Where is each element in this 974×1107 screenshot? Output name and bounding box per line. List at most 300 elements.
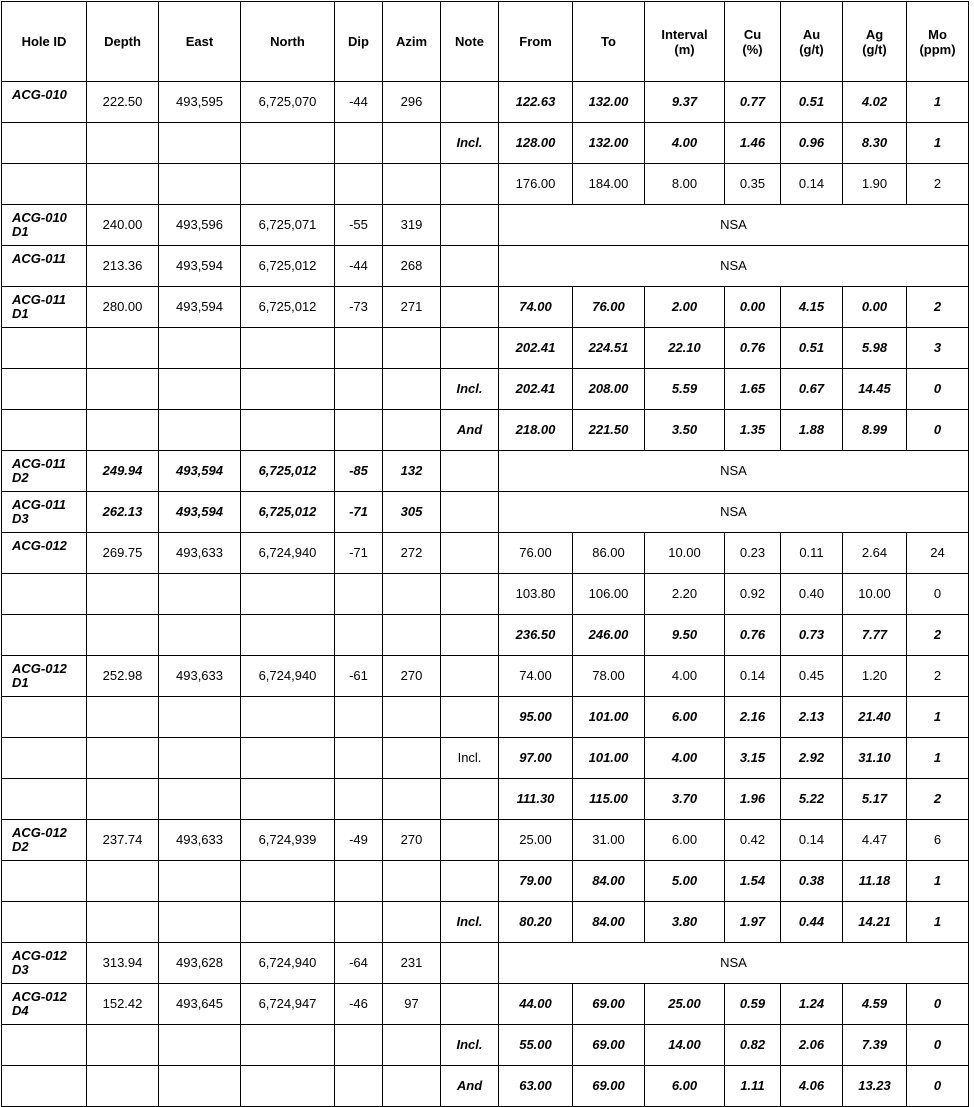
au-cell: 4.06 bbox=[781, 1066, 843, 1107]
mo-cell: 1 bbox=[907, 123, 969, 164]
au-cell: 0.96 bbox=[781, 123, 843, 164]
depth-cell bbox=[87, 902, 159, 943]
from-cell: 202.41 bbox=[499, 369, 573, 410]
header-depth bbox=[87, 2, 159, 82]
table-row bbox=[2, 902, 969, 943]
dip-cell: -49 bbox=[335, 820, 383, 861]
dip-cell bbox=[335, 861, 383, 902]
hole-id-line: D1 bbox=[12, 306, 29, 321]
header-depth-line: Depth bbox=[104, 34, 141, 49]
note-cell bbox=[441, 492, 499, 533]
hole-id-cell bbox=[2, 615, 87, 656]
note-cell bbox=[441, 533, 499, 574]
to-cell: 132.00 bbox=[573, 123, 645, 164]
header-from-line: From bbox=[519, 34, 552, 49]
azim-cell bbox=[383, 123, 441, 164]
mo-cell: 1 bbox=[907, 82, 969, 123]
to-cell: 69.00 bbox=[573, 984, 645, 1025]
cu-cell: 3.15 bbox=[725, 738, 781, 779]
au-cell: 0.40 bbox=[781, 574, 843, 615]
header-row bbox=[2, 2, 969, 82]
dip-cell: -71 bbox=[335, 492, 383, 533]
interval-cell: 22.10 bbox=[645, 328, 725, 369]
mo-cell: 1 bbox=[907, 861, 969, 902]
dip-cell bbox=[335, 738, 383, 779]
note-cell bbox=[441, 287, 499, 328]
hole-id-cell bbox=[2, 369, 87, 410]
hole-id-line: D3 bbox=[12, 511, 29, 526]
hole-id-line: ACG-012 bbox=[12, 825, 67, 840]
mo-cell: 1 bbox=[907, 902, 969, 943]
to-cell: 84.00 bbox=[573, 861, 645, 902]
hole-id-line: ACG-011 bbox=[12, 292, 66, 307]
interval-cell: 4.00 bbox=[645, 738, 725, 779]
header-dip-line: Dip bbox=[348, 34, 369, 49]
north-cell bbox=[241, 738, 335, 779]
depth-cell bbox=[87, 615, 159, 656]
hole-id-cell bbox=[2, 574, 87, 615]
cu-cell: 0.76 bbox=[725, 328, 781, 369]
hole-id-line: ACG-011 bbox=[12, 497, 66, 512]
east-cell bbox=[159, 123, 241, 164]
header-cu-unit: (%) bbox=[742, 41, 763, 57]
hole-id-cell bbox=[2, 902, 87, 943]
depth-cell bbox=[87, 1066, 159, 1107]
dip-cell bbox=[335, 369, 383, 410]
north-cell: 6,724,939 bbox=[241, 820, 335, 861]
mo-cell: 24 bbox=[907, 533, 969, 574]
interval-cell: 3.50 bbox=[645, 410, 725, 451]
cu-cell: 0.82 bbox=[725, 1025, 781, 1066]
from-cell: 80.20 bbox=[499, 902, 573, 943]
header-mo bbox=[907, 2, 969, 82]
header-interval bbox=[645, 2, 725, 82]
east-cell: 493,594 bbox=[159, 246, 241, 287]
dip-cell bbox=[335, 1025, 383, 1066]
from-cell: 128.00 bbox=[499, 123, 573, 164]
mo-cell: 6 bbox=[907, 820, 969, 861]
table-row bbox=[2, 820, 969, 861]
depth-cell bbox=[87, 779, 159, 820]
to-cell: 106.00 bbox=[573, 574, 645, 615]
interval-cell: 9.37 bbox=[645, 82, 725, 123]
north-cell: 6,724,947 bbox=[241, 984, 335, 1025]
hole-id-line: ACG-012 bbox=[12, 948, 67, 963]
north-cell bbox=[241, 164, 335, 205]
note-cell: Incl. bbox=[441, 1025, 499, 1066]
ag-cell: 21.40 bbox=[843, 697, 907, 738]
au-cell: 0.51 bbox=[781, 328, 843, 369]
header-mo-line: Mo bbox=[928, 26, 947, 42]
nsa-cell: NSA bbox=[499, 492, 969, 533]
to-cell: 69.00 bbox=[573, 1066, 645, 1107]
azim-cell bbox=[383, 410, 441, 451]
au-cell: 0.67 bbox=[781, 369, 843, 410]
east-cell: 493,645 bbox=[159, 984, 241, 1025]
azim-cell bbox=[383, 574, 441, 615]
azim-cell: 268 bbox=[383, 246, 441, 287]
interval-cell: 25.00 bbox=[645, 984, 725, 1025]
au-cell: 4.15 bbox=[781, 287, 843, 328]
dip-cell: -85 bbox=[335, 451, 383, 492]
interval-cell: 9.50 bbox=[645, 615, 725, 656]
depth-cell: 213.36 bbox=[87, 246, 159, 287]
note-cell bbox=[441, 820, 499, 861]
from-cell: 76.00 bbox=[499, 533, 573, 574]
azim-cell bbox=[383, 738, 441, 779]
depth-cell bbox=[87, 123, 159, 164]
au-cell: 1.24 bbox=[781, 984, 843, 1025]
mo-cell: 1 bbox=[907, 697, 969, 738]
azim-cell: 305 bbox=[383, 492, 441, 533]
ag-cell: 0.00 bbox=[843, 287, 907, 328]
from-cell: 74.00 bbox=[499, 287, 573, 328]
header-east-line: East bbox=[185, 34, 214, 49]
hole-id-line: ACG-012 bbox=[12, 538, 67, 553]
dip-cell: -46 bbox=[335, 984, 383, 1025]
ag-cell: 8.99 bbox=[843, 410, 907, 451]
dip-cell: -73 bbox=[335, 287, 383, 328]
note-cell bbox=[441, 451, 499, 492]
dip-cell: -61 bbox=[335, 656, 383, 697]
azim-cell bbox=[383, 369, 441, 410]
hole-id-line: D1 bbox=[12, 675, 29, 690]
table-row bbox=[2, 287, 969, 328]
ag-cell: 1.20 bbox=[843, 656, 907, 697]
cu-cell: 0.76 bbox=[725, 615, 781, 656]
east-cell bbox=[159, 861, 241, 902]
note-cell bbox=[441, 205, 499, 246]
dip-cell: -55 bbox=[335, 205, 383, 246]
note-cell bbox=[441, 328, 499, 369]
header-interval-unit: (m) bbox=[674, 41, 695, 57]
note-cell bbox=[441, 943, 499, 984]
mo-cell: 2 bbox=[907, 164, 969, 205]
azim-cell: 231 bbox=[383, 943, 441, 984]
au-cell: 1.88 bbox=[781, 410, 843, 451]
header-from bbox=[499, 2, 573, 82]
header-ag-unit: (g/t) bbox=[862, 41, 887, 57]
depth-cell bbox=[87, 738, 159, 779]
mo-cell: 0 bbox=[907, 1025, 969, 1066]
au-cell: 2.06 bbox=[781, 1025, 843, 1066]
azim-cell bbox=[383, 1066, 441, 1107]
ag-cell: 5.17 bbox=[843, 779, 907, 820]
to-cell: 69.00 bbox=[573, 1025, 645, 1066]
hole-id-cell bbox=[2, 123, 87, 164]
from-cell: 218.00 bbox=[499, 410, 573, 451]
depth-cell: 237.74 bbox=[87, 820, 159, 861]
nsa-cell: NSA bbox=[499, 246, 969, 287]
mo-cell: 2 bbox=[907, 287, 969, 328]
north-cell bbox=[241, 861, 335, 902]
interval-cell: 14.00 bbox=[645, 1025, 725, 1066]
ag-cell: 7.77 bbox=[843, 615, 907, 656]
table-row bbox=[2, 205, 969, 246]
azim-cell bbox=[383, 779, 441, 820]
depth-cell bbox=[87, 369, 159, 410]
north-cell bbox=[241, 369, 335, 410]
interval-cell: 6.00 bbox=[645, 820, 725, 861]
header-hole-id-line: Hole ID bbox=[21, 34, 67, 49]
ag-cell: 14.21 bbox=[843, 902, 907, 943]
dip-cell: -44 bbox=[335, 82, 383, 123]
hole-id-line: ACG-012 bbox=[12, 989, 67, 1004]
mo-cell: 2 bbox=[907, 779, 969, 820]
ag-cell: 4.02 bbox=[843, 82, 907, 123]
interval-cell: 4.00 bbox=[645, 656, 725, 697]
interval-cell: 2.00 bbox=[645, 287, 725, 328]
note-cell: Incl. bbox=[441, 902, 499, 943]
east-cell bbox=[159, 779, 241, 820]
table-row bbox=[2, 451, 969, 492]
depth-cell: 252.98 bbox=[87, 656, 159, 697]
ag-cell: 1.90 bbox=[843, 164, 907, 205]
cu-cell: 0.77 bbox=[725, 82, 781, 123]
hole-id-line: ACG-011 bbox=[12, 251, 66, 266]
east-cell: 493,594 bbox=[159, 492, 241, 533]
from-cell: 55.00 bbox=[499, 1025, 573, 1066]
azim-cell: 270 bbox=[383, 820, 441, 861]
interval-cell: 5.00 bbox=[645, 861, 725, 902]
note-cell bbox=[441, 615, 499, 656]
header-north bbox=[241, 2, 335, 82]
hole-id-cell bbox=[2, 738, 87, 779]
hole-id-line: ACG-010 bbox=[12, 87, 67, 102]
au-cell: 2.13 bbox=[781, 697, 843, 738]
header-au-line: Au bbox=[802, 26, 821, 42]
hole-id-cell bbox=[2, 1025, 87, 1066]
depth-cell: 249.94 bbox=[87, 451, 159, 492]
cu-cell: 1.35 bbox=[725, 410, 781, 451]
header-cu-line: Cu bbox=[743, 26, 762, 42]
to-cell: 76.00 bbox=[573, 287, 645, 328]
north-cell bbox=[241, 123, 335, 164]
to-cell: 208.00 bbox=[573, 369, 645, 410]
cu-cell: 1.97 bbox=[725, 902, 781, 943]
hole-id-cell bbox=[2, 492, 87, 533]
note-cell bbox=[441, 246, 499, 287]
au-cell: 0.14 bbox=[781, 164, 843, 205]
north-cell: 6,724,940 bbox=[241, 943, 335, 984]
dip-cell: -44 bbox=[335, 246, 383, 287]
note-cell bbox=[441, 574, 499, 615]
dip-cell: -71 bbox=[335, 533, 383, 574]
ag-cell: 2.64 bbox=[843, 533, 907, 574]
cu-cell: 1.65 bbox=[725, 369, 781, 410]
hole-id-line: ACG-010 bbox=[12, 210, 67, 225]
au-cell: 2.92 bbox=[781, 738, 843, 779]
dip-cell bbox=[335, 1066, 383, 1107]
azim-cell bbox=[383, 615, 441, 656]
azim-cell: 270 bbox=[383, 656, 441, 697]
east-cell bbox=[159, 164, 241, 205]
from-cell: 63.00 bbox=[499, 1066, 573, 1107]
cu-cell: 1.46 bbox=[725, 123, 781, 164]
east-cell bbox=[159, 1066, 241, 1107]
azim-cell: 296 bbox=[383, 82, 441, 123]
au-cell: 0.44 bbox=[781, 902, 843, 943]
east-cell bbox=[159, 615, 241, 656]
cu-cell: 2.16 bbox=[725, 697, 781, 738]
cu-cell: 1.96 bbox=[725, 779, 781, 820]
hole-id-line: D2 bbox=[12, 470, 29, 485]
east-cell bbox=[159, 738, 241, 779]
mo-cell: 1 bbox=[907, 738, 969, 779]
depth-cell: 269.75 bbox=[87, 533, 159, 574]
east-cell: 493,633 bbox=[159, 533, 241, 574]
north-cell: 6,724,940 bbox=[241, 533, 335, 574]
dip-cell bbox=[335, 164, 383, 205]
cu-cell: 0.42 bbox=[725, 820, 781, 861]
azim-cell bbox=[383, 902, 441, 943]
table-row bbox=[2, 369, 969, 410]
interval-cell: 3.70 bbox=[645, 779, 725, 820]
header-dip bbox=[335, 2, 383, 82]
hole-id-line: D2 bbox=[12, 839, 29, 854]
mo-cell: 0 bbox=[907, 574, 969, 615]
depth-cell bbox=[87, 574, 159, 615]
ag-cell: 11.18 bbox=[843, 861, 907, 902]
ag-cell: 31.10 bbox=[843, 738, 907, 779]
note-cell bbox=[441, 984, 499, 1025]
hole-id-cell bbox=[2, 943, 87, 984]
east-cell bbox=[159, 369, 241, 410]
hole-id-cell bbox=[2, 779, 87, 820]
hole-id-cell bbox=[2, 861, 87, 902]
dip-cell bbox=[335, 902, 383, 943]
table-row bbox=[2, 615, 969, 656]
interval-cell: 6.00 bbox=[645, 1066, 725, 1107]
hole-id-cell bbox=[2, 287, 87, 328]
au-cell: 0.45 bbox=[781, 656, 843, 697]
note-cell: Incl. bbox=[441, 369, 499, 410]
to-cell: 78.00 bbox=[573, 656, 645, 697]
from-cell: 236.50 bbox=[499, 615, 573, 656]
nsa-cell: NSA bbox=[499, 451, 969, 492]
nsa-cell: NSA bbox=[499, 205, 969, 246]
from-cell: 79.00 bbox=[499, 861, 573, 902]
north-cell: 6,725,071 bbox=[241, 205, 335, 246]
to-cell: 184.00 bbox=[573, 164, 645, 205]
mo-cell: 0 bbox=[907, 984, 969, 1025]
depth-cell bbox=[87, 861, 159, 902]
hole-id-cell bbox=[2, 533, 87, 574]
au-cell: 0.38 bbox=[781, 861, 843, 902]
table-row bbox=[2, 861, 969, 902]
cu-cell: 0.35 bbox=[725, 164, 781, 205]
dip-cell bbox=[335, 410, 383, 451]
north-cell bbox=[241, 574, 335, 615]
azim-cell bbox=[383, 164, 441, 205]
north-cell bbox=[241, 1025, 335, 1066]
header-to bbox=[573, 2, 645, 82]
to-cell: 84.00 bbox=[573, 902, 645, 943]
azim-cell: 319 bbox=[383, 205, 441, 246]
east-cell: 493,594 bbox=[159, 287, 241, 328]
table-row bbox=[2, 656, 969, 697]
table-row bbox=[2, 123, 969, 164]
note-cell bbox=[441, 779, 499, 820]
north-cell: 6,725,012 bbox=[241, 287, 335, 328]
depth-cell bbox=[87, 328, 159, 369]
au-cell: 0.51 bbox=[781, 82, 843, 123]
from-cell: 97.00 bbox=[499, 738, 573, 779]
ag-cell: 8.30 bbox=[843, 123, 907, 164]
ag-cell: 10.00 bbox=[843, 574, 907, 615]
hole-id-line: ACG-012 bbox=[12, 661, 67, 676]
ag-cell: 13.23 bbox=[843, 1066, 907, 1107]
interval-cell: 5.59 bbox=[645, 369, 725, 410]
header-mo-unit: (ppm) bbox=[919, 41, 956, 57]
note-cell bbox=[441, 861, 499, 902]
depth-cell bbox=[87, 164, 159, 205]
interval-cell: 10.00 bbox=[645, 533, 725, 574]
dip-cell bbox=[335, 697, 383, 738]
header-au bbox=[781, 2, 843, 82]
from-cell: 25.00 bbox=[499, 820, 573, 861]
from-cell: 74.00 bbox=[499, 656, 573, 697]
from-cell: 111.30 bbox=[499, 779, 573, 820]
header-azim-line: Azim bbox=[395, 34, 428, 49]
hole-id-cell bbox=[2, 451, 87, 492]
ag-cell: 5.98 bbox=[843, 328, 907, 369]
azim-cell: 132 bbox=[383, 451, 441, 492]
table-row bbox=[2, 164, 969, 205]
to-cell: 132.00 bbox=[573, 82, 645, 123]
table-row bbox=[2, 82, 969, 123]
dip-cell bbox=[335, 779, 383, 820]
ag-cell: 4.59 bbox=[843, 984, 907, 1025]
from-cell: 122.63 bbox=[499, 82, 573, 123]
hole-id-cell bbox=[2, 328, 87, 369]
north-cell bbox=[241, 779, 335, 820]
azim-cell bbox=[383, 1025, 441, 1066]
table-row bbox=[2, 574, 969, 615]
cu-cell: 0.59 bbox=[725, 984, 781, 1025]
east-cell bbox=[159, 697, 241, 738]
table-row bbox=[2, 943, 969, 984]
azim-cell: 271 bbox=[383, 287, 441, 328]
au-cell: 5.22 bbox=[781, 779, 843, 820]
to-cell: 101.00 bbox=[573, 738, 645, 779]
east-cell bbox=[159, 410, 241, 451]
north-cell: 6,725,070 bbox=[241, 82, 335, 123]
note-cell bbox=[441, 164, 499, 205]
east-cell: 493,594 bbox=[159, 451, 241, 492]
north-cell bbox=[241, 410, 335, 451]
header-azim bbox=[383, 2, 441, 82]
to-cell: 31.00 bbox=[573, 820, 645, 861]
interval-cell: 8.00 bbox=[645, 164, 725, 205]
azim-cell: 97 bbox=[383, 984, 441, 1025]
depth-cell: 240.00 bbox=[87, 205, 159, 246]
mo-cell: 0 bbox=[907, 1066, 969, 1107]
cu-cell: 1.11 bbox=[725, 1066, 781, 1107]
to-cell: 86.00 bbox=[573, 533, 645, 574]
north-cell bbox=[241, 615, 335, 656]
north-cell bbox=[241, 328, 335, 369]
cu-cell: 0.23 bbox=[725, 533, 781, 574]
hole-id-line: D4 bbox=[12, 1003, 29, 1018]
north-cell: 6,725,012 bbox=[241, 451, 335, 492]
to-cell: 246.00 bbox=[573, 615, 645, 656]
ag-cell: 14.45 bbox=[843, 369, 907, 410]
hole-id-cell bbox=[2, 656, 87, 697]
nsa-cell: NSA bbox=[499, 943, 969, 984]
header-to-line: To bbox=[601, 34, 616, 49]
north-cell bbox=[241, 1066, 335, 1107]
